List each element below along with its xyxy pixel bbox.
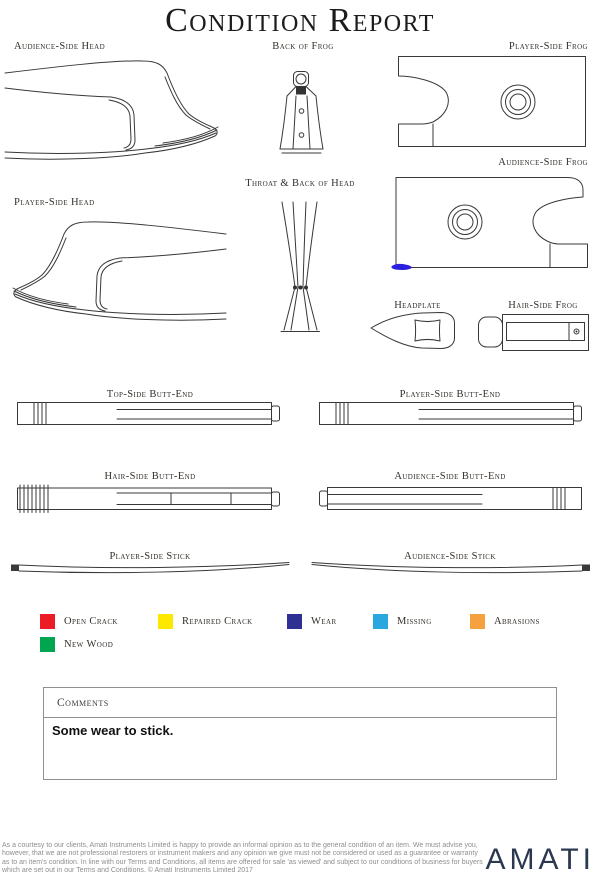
audience-side-stick-drawing xyxy=(311,561,591,575)
comments-box xyxy=(43,687,557,780)
label-player-side-butt-end: Player-Side Butt-End xyxy=(399,389,501,400)
legend-item-abrasions xyxy=(470,614,540,629)
audience-side-butt-end-drawing xyxy=(317,484,582,514)
legend xyxy=(0,612,600,664)
label-audience-side-butt-end: Audience-Side Butt-End xyxy=(394,471,506,482)
label-headplate: Headplate xyxy=(394,300,441,311)
legend-item-wear xyxy=(287,614,337,629)
label-hair-side-butt-end: Hair-Side Butt-End xyxy=(104,471,196,482)
player-side-head-drawing xyxy=(6,216,226,328)
audience-side-head-drawing xyxy=(5,55,225,167)
headplate-drawing xyxy=(368,307,458,353)
repaired-crack-swatch xyxy=(158,614,173,629)
back-of-frog-drawing xyxy=(277,66,327,161)
legend-label: Wear xyxy=(311,616,337,627)
label-back-of-frog: Back of Frog xyxy=(272,41,334,52)
legend-label: Missing xyxy=(397,616,432,627)
open-crack-swatch xyxy=(40,614,55,629)
player-side-frog-drawing xyxy=(393,54,588,149)
label-player-side-frog: Player-Side Frog xyxy=(508,41,588,52)
legend-item-repaired-crack xyxy=(158,614,253,629)
label-audience-side-stick: Audience-Side Stick xyxy=(404,551,496,562)
legend-item-open-crack xyxy=(40,614,118,629)
wear-swatch xyxy=(287,614,302,629)
label-top-side-butt-end: Top-Side Butt-End xyxy=(106,389,194,400)
legend-label: Open Crack xyxy=(64,616,118,627)
new-wood-swatch xyxy=(40,637,55,652)
label-throat-back-of-head: Throat & Back of Head xyxy=(245,178,355,189)
wear-annotation-mark xyxy=(391,264,411,270)
player-side-butt-end-drawing xyxy=(319,399,584,429)
amati-logo: AMATI xyxy=(485,843,595,876)
abrasions-swatch xyxy=(470,614,485,629)
legend-item-missing xyxy=(373,614,432,629)
disclaimer-text: As a courtesy to our clients, Amati Instruments Limited is happy to provide an informal opinion as to the general condition of an item. We must advise you, however, that we are not professional restorers or instrument makers and any opinion we give must not be considered or used as a guarantee or warranty as to an item's condition. In line with our Terms and Conditions, all items are offered for sale 'as viewed' and subject to our conditions of business for buyers which are set out in our Terms and Conditions. © Amati Instruments Limited 2017 xyxy=(2,842,483,874)
top-side-butt-end-drawing xyxy=(17,399,282,429)
label-player-side-head: Player-Side Head xyxy=(14,197,95,208)
label-audience-side-frog: Audience-Side Frog xyxy=(498,157,588,168)
legend-label: Abrasions xyxy=(494,616,540,627)
label-player-side-stick: Player-Side Stick xyxy=(109,551,191,562)
missing-swatch xyxy=(373,614,388,629)
hair-side-frog-drawing xyxy=(476,309,591,351)
legend-item-new-wood xyxy=(40,637,113,652)
comments-text: Some wear to stick. xyxy=(52,723,174,738)
hair-side-butt-end-drawing xyxy=(17,484,282,514)
player-side-stick-drawing xyxy=(10,561,290,575)
label-audience-side-head: Audience-Side Head xyxy=(14,41,106,52)
audience-side-frog-drawing xyxy=(390,173,590,270)
comments-header: Comments xyxy=(44,688,556,718)
label-hair-side-frog: Hair-Side Frog xyxy=(508,300,578,311)
legend-label: New Wood xyxy=(64,639,114,650)
throat-back-of-head-drawing xyxy=(268,192,333,342)
page-title: Condition Report xyxy=(165,2,435,39)
legend-label: Repaired Crack xyxy=(182,616,253,627)
